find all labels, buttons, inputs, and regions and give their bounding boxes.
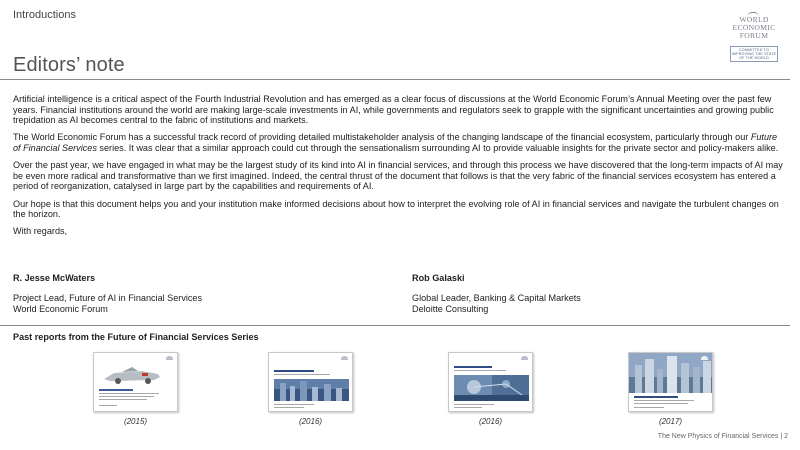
report-year-caption: (2015) (123, 417, 148, 426)
title-divider (0, 79, 790, 80)
cover-text-line (634, 403, 688, 404)
cover-text-line (274, 374, 330, 375)
logo-tag-1: COMMITTED TO (738, 47, 770, 52)
cover-title-line (634, 396, 678, 398)
cover-title-line (99, 389, 133, 391)
report-year-caption: (2016) (478, 417, 503, 426)
skyline-image (274, 379, 349, 401)
page-title: Editors’ note (13, 54, 125, 76)
series-name: Future of Financial Services (13, 132, 778, 153)
logo-arc-icon (747, 12, 759, 17)
section-divider (0, 325, 790, 326)
logo-tagline (730, 46, 778, 62)
report-cover-2017[interactable] (628, 352, 713, 412)
page-footer: The New Physics of Financial Services | 2 (657, 433, 788, 440)
digital-network-image (454, 375, 529, 401)
signatory-name: Rob Galaski (412, 273, 465, 283)
signatory-org: Deloitte Consulting (412, 304, 489, 314)
cover-logo-icon (701, 356, 708, 360)
paragraph-4: Our hope is that this document helps you and your institution make informed decisions about how to interpret the evolving role of AI in financial services and navigate the turbulent changes on the horizon. (13, 198, 779, 220)
cover-logo-icon (166, 356, 173, 360)
logo-word-2: ECONOMIC (732, 23, 776, 33)
section-label: Introductions (13, 9, 76, 21)
cover-logo-icon (521, 356, 528, 360)
paragraph-3: Over the past year, we have engaged in what may be the largest study of its kind into AI in financial services, and through this process we have discovered that the long-term impacts of AI may be even more radical and transformative than we first imagined. Indeed, the central thrust of the document that follows is that the very fabric of the financial services ecosystem has entered a period of reorganization, catalysed in large part by the capabilities and requirements of AI. (13, 160, 783, 192)
cover-text-line (274, 404, 314, 405)
paragraph-2 (13, 132, 785, 153)
cover-text-line (274, 407, 304, 408)
signature-mcwaters (13, 273, 202, 316)
signatory-role: Project Lead, Future of AI in Financial Services (13, 292, 203, 303)
paragraph-1: Artificial intelligence is a critical aspect of the Fourth Industrial Revolution and has emerged as a clear focus of discussions at the World Economic Forum’s Annual Meeting over the past few years. Financial institutions around the world are making large-scale investments in AI, while governments and regulators seek to grapple with the significant uncertainties and growing public trepidation as AI becomes central to the fabric of institutions and markets. (13, 94, 774, 126)
rocket-car-image (102, 363, 162, 385)
logo-word-1: WORLD (739, 15, 769, 24)
cover-text-line (634, 400, 694, 401)
cover-text-line (454, 404, 494, 405)
signatory-name: R. Jesse McWaters (13, 273, 96, 283)
report-year-caption: (2017) (658, 417, 683, 426)
report-cover-2015[interactable] (93, 352, 178, 412)
cover-text-line (99, 399, 147, 400)
cover-logo-icon (341, 356, 348, 360)
report-cover-2016-digital-identity[interactable] (448, 352, 533, 412)
signature-galaski (412, 273, 581, 316)
cover-text-line (99, 396, 154, 397)
signatory-role: Global Leader, Banking & Capital Markets (412, 292, 581, 303)
past-reports-heading: Past reports from the Future of Financial Services Series (13, 332, 259, 342)
cover-title-line (454, 366, 492, 368)
logo-tag-2: IMPROVING THE STATE (731, 51, 777, 56)
cover-text-line (454, 407, 482, 408)
wef-logo (724, 16, 784, 62)
editors-note-body (13, 94, 785, 244)
report-year-caption: (2016) (298, 417, 323, 426)
cover-title-line (274, 370, 314, 372)
closing-line: With regards, (13, 226, 68, 237)
signatory-org: World Economic Forum (13, 304, 108, 314)
cover-text-line (99, 393, 159, 394)
report-cover-2016-infrastructure[interactable] (268, 352, 353, 412)
logo-tag-3: OF THE WORLD (739, 55, 769, 60)
cover-text-line (99, 405, 117, 406)
paragraph-2-end: series. It was clear that a similar approach could cut through the sensationalism surrounding AI to provide valuable insights for the private sector and policy-makers alike. (96, 142, 779, 153)
logo-word-3: FORUM (739, 31, 769, 41)
cover-text-line (634, 407, 664, 408)
paragraph-2-start: The World Economic Forum has a successful track record of providing detailed multistakeholder analysis of the changing landscape of the financial ecosystem, particularly through our (13, 132, 751, 143)
cover-text-line (454, 370, 506, 371)
